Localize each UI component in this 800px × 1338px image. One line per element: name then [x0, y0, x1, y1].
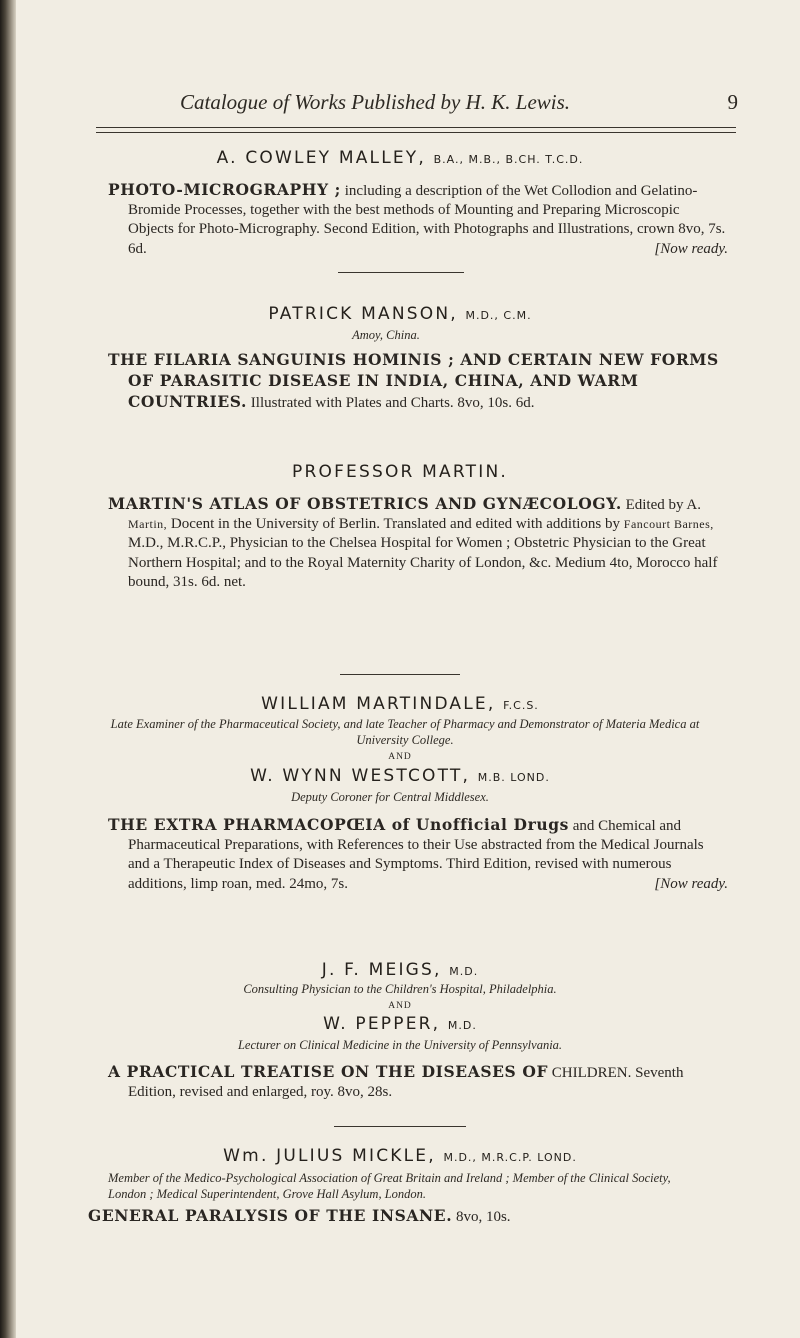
catalogue-entry: [108, 815, 728, 894]
book-title: GENERAL PARALYSIS OF THE INSANE.: [88, 1206, 453, 1225]
section-divider: [334, 1126, 466, 1127]
author-affiliation: Member of the Medico-Psychological Association of Great Britain and Ireland ; Member of the Clinical Society, London ; Medical Superintendent, Grove Hall Asylum, London.: [108, 1171, 671, 1201]
book-title: MARTIN'S ATLAS OF OBSTETRICS AND GYNÆCOLOGY.: [108, 494, 622, 513]
header-rule: [96, 127, 736, 133]
page-number: 9: [727, 90, 738, 114]
catalogue-entry: [88, 1206, 708, 1227]
book-description: including a description of the Wet Collodion and Gelatino-Bromide Processes, together with the best methods of Mounting and Preparing Microscopic Objects for Photo-Micrography. Second Edition, with Photographs and Illustrations, crown 8vo, 7s. 6d.: [128, 183, 726, 257]
running-header: [180, 90, 738, 115]
author-heading: PATRICK MANSON, M.D., C.M.: [268, 304, 532, 324]
catalogue-entry: MARTIN'S ATLAS OF OBSTETRICS AND GYNÆCOLOGY. Edited by A. Martin, Docent in the University of Berlin. Translated and edited with additions by Fancourt Barnes, M.D., M.R.C.P., Physician to the Chelsea Hospital for Women ; Obstetric Physician to the Great Northern Hospital; and to the Royal Maternity Charity of London, &c. Medium 4to, Morocco half bound, 31s. 6d. net.: [108, 494, 718, 590]
author-affiliation: Amoy, China.: [352, 328, 420, 342]
section-divider: [340, 674, 460, 675]
book-description: and Chemical and Pharmaceutical Preparations, with References to their Use abstracted from the Medical Journals and a Therapeutic Index of Diseases and Symptoms. Third Edition, revised with numerous additions, limp roan, med. 24mo, 7s.: [128, 818, 704, 892]
author-heading: PROFESSOR MARTIN.: [292, 462, 508, 482]
author-affiliation: Deputy Coroner for Central Middlesex.: [291, 790, 489, 804]
section-divider: [338, 272, 464, 273]
running-title: Catalogue of Works Published by H. K. Lewis.: [180, 90, 571, 114]
author-heading: Wm. JULIUS MICKLE, M.D., M.R.C.P. LOND.: [223, 1146, 577, 1166]
author-heading: W. PEPPER, M.D.: [323, 1014, 477, 1034]
author-affiliation: Consulting Physician to the Children's Hospital, Philadelphia.: [243, 982, 557, 996]
book-title: A PRACTICAL TREATISE ON THE DISEASES OF: [108, 1062, 549, 1081]
catalogue-entry: [108, 350, 728, 414]
book-title: THE FILARIA SANGUINIS HOMINIS ; AND CERTAIN NEW FORMS OF PARASITIC DISEASE IN INDIA, CHINA, AND WARM COUNTRIES.: [108, 350, 719, 412]
catalogue-entry: [108, 1062, 728, 1102]
author-heading: A. COWLEY MALLEY, B.A., M.B., B.CH. T.C.D.: [216, 148, 584, 168]
author-affiliation: Late Examiner of the Pharmaceutical Society, and late Teacher of Pharmacy and Demonstrator of Materia Medica at University College.: [110, 717, 700, 747]
book-description: Illustrated with Plates and Charts. 8vo, 10s. 6d.: [250, 395, 535, 412]
book-title: PHOTO-MICROGRAPHY ;: [108, 180, 341, 199]
book-title: THE EXTRA PHARMACOPŒIA of Unofficial Drugs: [108, 815, 569, 834]
catalogue-entry: [108, 180, 728, 259]
book-description: CHILDREN. Seventh Edition, revised and enlarged, roy. 8vo, 28s.: [128, 1065, 684, 1101]
book-binding-edge: [0, 0, 16, 1338]
availability-status: [Now ready.: [654, 875, 728, 892]
author-heading: J. F. MEIGS, M.D.: [321, 960, 479, 980]
and-separator: AND: [388, 752, 412, 762]
author-heading: WILLIAM MARTINDALE, F.C.S.: [261, 694, 539, 714]
author-heading: W. WYNN WESTCOTT, M.B. LOND.: [250, 766, 550, 786]
author-affiliation: Lecturer on Clinical Medicine in the University of Pennsylvania.: [237, 1038, 563, 1052]
availability-status: [Now ready.: [654, 240, 728, 257]
and-separator: AND: [388, 1001, 412, 1011]
book-description: 8vo, 10s.: [455, 1209, 511, 1225]
